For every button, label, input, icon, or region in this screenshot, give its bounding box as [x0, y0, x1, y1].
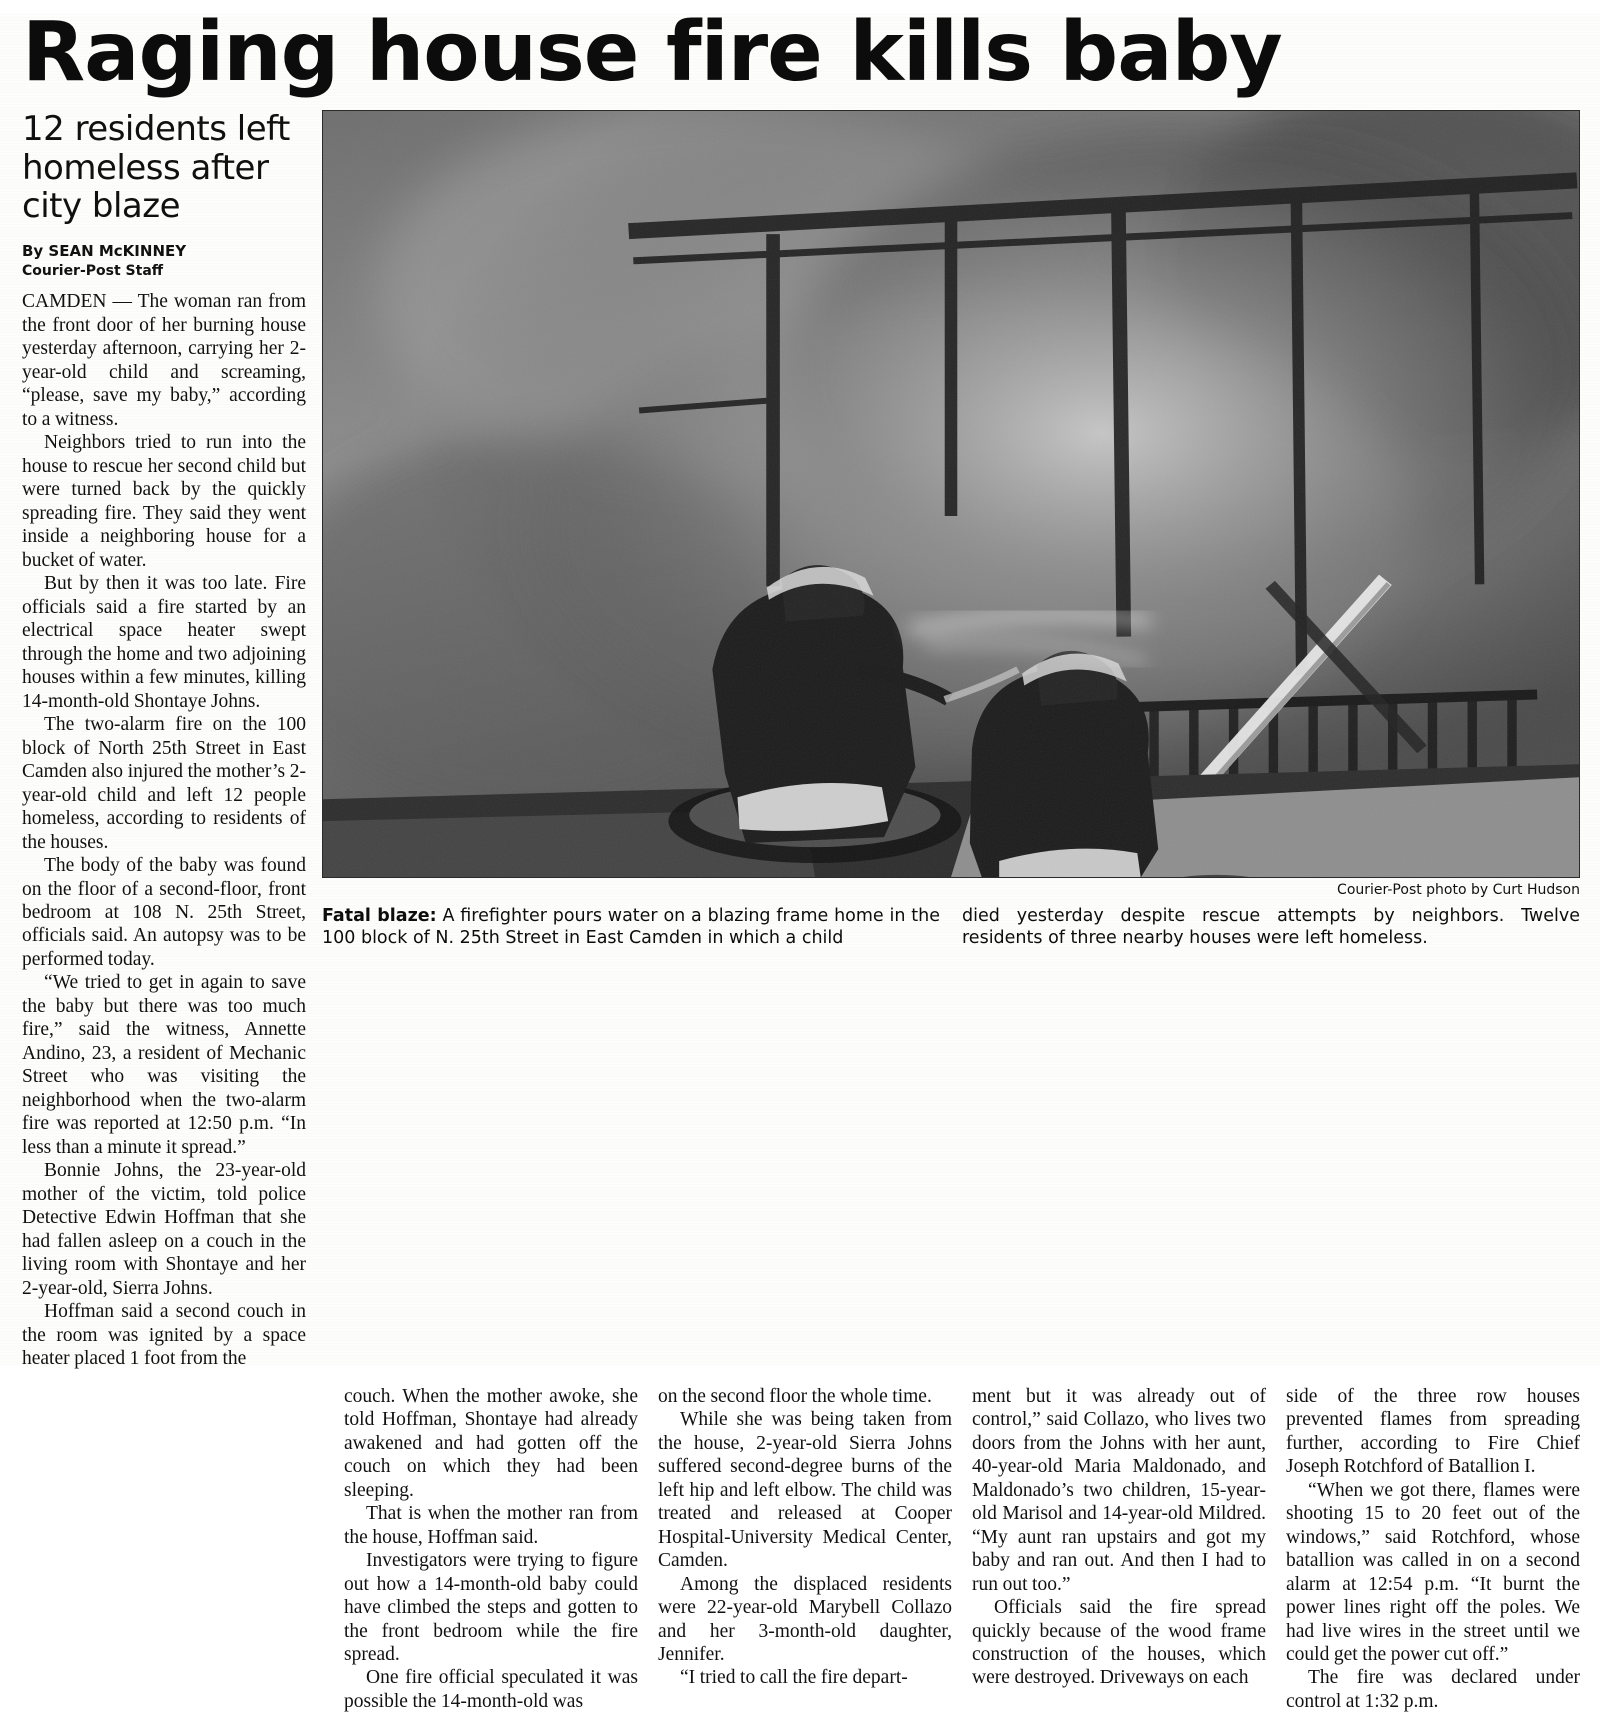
paragraph: Officials said the fire spread quickly because of the wood frame construction of the houses, which were destroyed. Driveways on each	[972, 1597, 1266, 1689]
paragraph: One fire official speculated it was possible the 14-month-old was	[344, 1667, 638, 1712]
story-column-5	[1286, 1385, 1580, 1713]
paragraph: “We tried to get in again to save the baby but there was too much fire,” said the witness, Annette Andino, 23, a resident of Mechanic Street who was visiting the neighborhood when the two-alarm fire was reported at 12:50 p.m. “In less than a minute it spread.”	[22, 972, 306, 1158]
newspaper-page	[0, 5, 1600, 1712]
caption-text-2: died yesterday despite rescue attempts by neighbors. Twelve residents of three nearby houses were left homeless.	[962, 905, 1580, 948]
paragraph: “When we got there, flames were shooting 15 to 20 feet out of the windows,” said Rotchford, whose batallion was called in on a second alarm at 12:54 p.m. “It burnt the power lines right off the poles. We had live wires in the street until we could get the power cut off.”	[1286, 1479, 1580, 1665]
deck-subheadline: 12 residents left homeless after city blaze	[22, 108, 290, 227]
paragraph: While she was being taken from the house, 2-year-old Sierra Johns suffered second-degree burns of the left hip and left elbow. The child was treated and released at Cooper Hospital-University Medical Center, Camden.	[658, 1409, 952, 1572]
paragraph: Investigators were trying to figure out how a 14-month-old baby could have climbed the steps and gotten to the front bedroom while the fire spread.	[344, 1550, 638, 1665]
paragraph: couch. When the mother awoke, she told Hoffman, Shontaye had already awakened and had gotten off the couch on which they had been sleeping.	[344, 1385, 638, 1501]
paragraph: Among the displaced residents were 22-year-old Marybell Collazo and her 3-month-old daughter, Jennifer.	[658, 1573, 952, 1665]
paragraph: Bonnie Johns, the 23-year-old mother of the victim, told police Detective Edwin Hoffman that she had fallen asleep on a couch in the living room with Shontaye and her 2-year-old, Sierra Johns.	[22, 1160, 306, 1299]
paragraph: The fire was declared under control at 1:32 p.m.	[1286, 1667, 1580, 1712]
paragraph: The two-alarm fire on the 100 block of North 25th Street in East Camden also injured the mother’s 2-year-old child and left 12 people homeless, according to residents of the houses.	[22, 714, 306, 853]
caption-text-1: A firefighter pours water on a blazing frame home in the 100 block of N. 25th Street in East Camden in which a child	[322, 905, 940, 948]
paragraph: That is when the mother ran from the house, Hoffman said.	[344, 1503, 638, 1548]
paragraph: Neighbors tried to run into the house to rescue her second child but were turned back by the quickly spreading fire. They said they went inside a neighboring house for a bucket of water.	[22, 432, 306, 571]
photo-column	[322, 110, 1580, 1371]
paragraph: on the second floor the whole time.	[658, 1385, 932, 1407]
paragraph: side of the three row houses prevented flames from spreading further, according to Fire Chief Joseph Rotchford of Batallion I.	[1286, 1385, 1580, 1478]
lower-columns	[0, 1371, 1600, 1713]
story-left-column	[22, 290, 306, 1370]
photo-credit: Courier-Post photo by Curt Hudson	[1337, 881, 1580, 898]
story-column-3	[658, 1385, 952, 1713]
byline-organization: Courier-Post Staff	[22, 262, 164, 279]
paragraph: “I tried to call the fire depart-	[680, 1667, 908, 1689]
page-title: Raging house fire kills baby	[22, 5, 1282, 100]
caption-right	[962, 906, 1580, 949]
story-column-4	[972, 1385, 1266, 1713]
left-column	[22, 110, 322, 1371]
caption-left	[322, 906, 940, 949]
upper-section	[0, 110, 1600, 1371]
paragraph: ment but it was already out of control,” said Collazo, who lives two doors from the Johns with her aunt, 40-year-old Maria Maldonado, and Maldonado’s two children, 15-year-old Marisol and 14-year-old Mildred. “My aunt ran upstairs and got my baby and ran out. And then I had to run out too.”	[972, 1385, 1266, 1595]
paragraph: But by then it was too late. Fire officials said a fire started by an electrical space heater swept through the home and two adjoining houses within a few minutes, killing 14-month-old Shontaye Johns.	[22, 573, 306, 712]
news-photo	[322, 110, 1580, 878]
paragraph: CAMDEN — The woman ran from the front door of her burning house yesterday afternoon, carrying her 2-year-old child and screaming, “please, save my baby,” according to a witness.	[22, 291, 306, 430]
paragraph: The body of the baby was found on the floor of a second-floor, front bedroom at 108 N. 25th Street, officials said. An autopsy was to be performed today.	[22, 855, 306, 970]
photo-caption	[322, 906, 1580, 949]
story-column-2	[344, 1385, 638, 1713]
paragraph: Hoffman said a second couch in the room was ignited by a space heater placed 1 foot from the	[22, 1301, 306, 1370]
caption-lead: Fatal blaze:	[322, 905, 437, 926]
byline-author: By SEAN McKINNEY	[22, 242, 187, 261]
